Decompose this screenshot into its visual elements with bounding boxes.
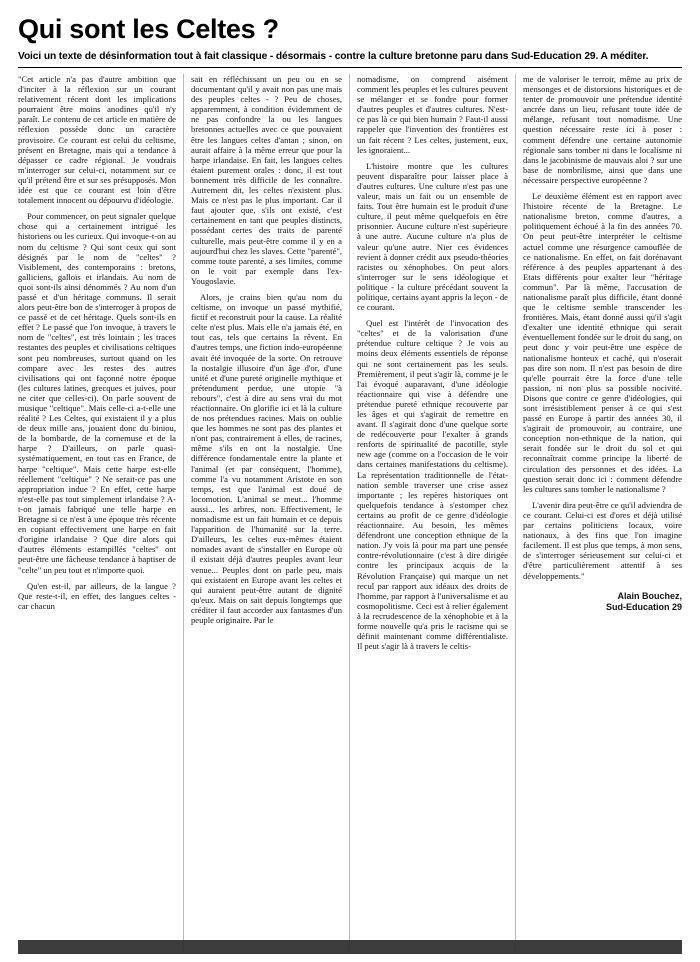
article-column-1	[18, 74, 184, 952]
paragraph: Alors, je crains bien qu'au nom du celtisme, on invoque un passé mythifié, fictif et reconstruit pour la cause. La réalité celte n'est plus. Mais elle n'a jamais été, en tout cas, tels que certains la rêvent. En d'autres temps, une fiction indo-européenne avait été invoquée de la sorte. On retrouve la nostalgie illusoire d'un âge d'or, d'une unité et d'une pureté originelle mythique et prétendument perdue, une utopie "à rebours", c'est à dire au sens vrai du mot réactionnaire. On glorifie ici et là la culture de nos prétendues racines. Mais on oublie que les hommes ne sont pas des plantes et n'ont pas, contrairement à elles, de racines, même s'ils en ont la nostalgie. Une différence fondamentale entre la plante et l'animal (et par conséquent, l'homme), comme l'a vu notamment Aristote en son temps, est que l'animal est doué de locomotion. L'animal se meut... l'homme aussi... les arbres, non. Effectivement, le nomadisme est un fait humain et ce depuis l'apparition de l'humanité sur la terre. D'ailleurs, les celtes eux-mêmes étaient nomades avant de s'installer en Europe où il existait déjà d'autres peuples avant leur venue... Peuples dont on parle peu, mais qui existaient en Europe avant les celtes et qui auraient peut-être autant de dignité qu'eux. Mais on sait depuis longtemps que créditer il faut accorder aux fantasmes d'un peuple originaire. Par le	[191, 291, 342, 625]
article-column-4	[516, 74, 682, 952]
signature-source: Sud-Education 29	[605, 601, 682, 612]
article-signature	[523, 591, 682, 613]
paragraph: sait en réfléchissant un peu ou en se documentant qu'il y avait non pas une mais des peuples celtes - ? Peu de choses, apparemment, à condition évidemment de ne pas confondre la ou les langues bretonnes actuelles avec ce que pouvaient être les langues celtes d'antan ; sinon, on aurait affaire à la même erreur que pour la harpe irlandaise. En fait, les langues celtes étaient purement orales : donc, il est tout bonnement très difficile de les connaître. Autrement dit, les celtes n'existent plus. Mais ce n'est pas le plus important. Car il faut ajouter que, s'ils ont existé, c'est certainement en tant que peuples distincts, possédant certes des traits de parenté culturelle, mais peut-être comme il y en a aujourd'hui chez les slaves. Cette "parenté", comme toute parenté, a ses limites, comme on le voit par exemple dans l'ex-Yougoslavie.	[191, 74, 342, 286]
paragraph: me de valoriser le terroir, même au prix de mensonges et de distorsions historiques et de tenter de promouvoir une prétendue identité ancrée dans un lieu, refusant toute idée de mélange, refusant tout nomadisme. Une question nécessaire reste ici à poser : comment défendre une certaine autonomie régionale sans tomber ni dans le localisme ni dans le jacobinisme de mauvais aloi ? sur une base de nombrilisme, ainsi que dans une nécessaire perspective européenne ?	[523, 74, 682, 185]
paragraph: Pour commencer, on peut signaler quelque chose qui a certainement intrigué les historiens ou les curieux. Qui invoque-t-on au nom du celtisme ? Qui sont ceux qui sont désignés par le nom de "celtes" ? Visiblement, des contemporains : bretons, galliciens, gallois et irlandais. Au nom de quoi sont-ils ainsi dénommés ? Au nom d'un passé et d'un héritage communs. Il serait alors peut-être bon de s'interroger à propos de ce passé et de cet héritage. Quels sont-ils en effet ? Le passé que l'on invoque, à travers le nom de "celtes", est très lointain ; les traces restantes des peuples et civilisations celtiques sont peu nombreuses, surtout quand on les compare avec les restes des autres civilisations qui ont façonné notre époque (les cultures latines, grecques et juives, pour ne citer que celles-ci). On parle souvent de musique "celtique". Mais celle-ci a-t-elle une réalité ? Les Celtes, qui existaient il y a plus de deux mille ans, jouaient donc du biniou, de la bombarde, de la cornemuse et de la harpe ? D'ailleurs, on parle quasi-systématiquement, en tout cas en France, de harpe "celtique". Mais cette harpe est-elle réellement "celtique" ? Ne serait-ce pas une appropriation indue ? En effet, cette harpe n'est-elle pas tout simplement irlandaise ? A-t-on jamais fabriqué une telle harpe en Bretagne si ce n'est à une époque très récente en copiant effectivement une harpe en fait d'origine irlandaise ? Que dire alors qui d'autres éléments estampillés "celtes" ont peut-être une fâcheuse tendance à baptiser de "celte" un peu tout et n'importe quoi.	[18, 211, 176, 575]
page-title: Qui sont les Celtes ?	[18, 14, 279, 44]
article-column-3	[350, 74, 516, 952]
paragraph: L'histoire montre que les cultures peuvent disparaître pour laisser place à d'autres cultures. Une culture n'est pas une valeur, mais un fait ou un ensemble de faits. Tout être humain est le produit d'une culture, il peut même quelquefois en être prisonnier. Aucune culture n'est supérieure à une autre. Aucune culture n'a plus de valeur qu'une autre. Nier ces évidences revient à donner crédit aux pseudo-théories racistes ou xénophobes. On peut alors s'interroger sur le sens idéologique et politique - la culture précédant souvent la politique, certains ayant appris la leçon - de ce courant.	[357, 160, 508, 313]
paragraph: Qu'en est-il, par ailleurs, de la langue ? Que reste-t-il, en effet, des langues celtes - car chacun	[18, 580, 176, 611]
paragraph: nomadisme, on comprend aisément comment les peuples et les cultures peuvent se mélanger et se fondre pour former d'autres peuples et d'autres cultures. N'est-ce pas là ce qui bien humain ? Faut-il aussi rappeler que l'invention des frontières est un fait récent ? Les celtes, justement, eux, les ignoraient...	[357, 74, 508, 155]
page-footer	[0, 936, 700, 962]
paragraph: Quel est l'intérêt de l'invocation des "celtes" et de la valorisation d'une prétendue culture celtique ? Je vois au moins deux éléments essentiels de réponse qui ne sont certainement pas les seuls. Premièrement, il peut s'agir là, comme je le l'ai évoqué auparavant, d'une idéologie réactionnaire qui vise à défendre une prétendue pureté ethnique recouverte par les âges et qui s'agirait de remettre en avant. Il s'agirait donc d'une quelque sorte de redécouverte pour l'exalter à grands renforts de spiritualité de pacotille, style new age (comme on a l'occasion de le voir dans certaines manifestations du celtisme). La représentation traditionnelle de l'état-nation semble traverser une crise assez importante ; les repères historiques ont quelquefois tendance à s'estomper chez certains au profit de ce genre d'idéologie réactionnaire. Au besoin, les mêmes défendront une conception ethnique de la nation. J'y vois là pour ma part une pensée contre-révolutionnaire (c'est à dire dirigée contre les principaux acquis de la Révolution Française) qui marque un net recul par rapport aux idéaux des droits de l'homme, par rapport à l'universalisme et au cosmopolitisme. Ceci est à relier également à la recrudescence de la xénophobie et à la forme nouvelle qu'a pris le racisme qui se définit maintenant comme différentialiste. Il peut s'agir là à travers le celtis-	[357, 318, 508, 652]
header-divider	[18, 67, 682, 68]
article-column-2	[184, 74, 350, 952]
page-subtitle: Voici un texte de désinformation tout à fait classique - désormais - contre la culture bretonne paru dans Sud-Education 29. A méditer.	[18, 51, 649, 62]
signature-author: Alain Bouchez,	[617, 590, 682, 601]
paragraph: Le deuxième élément est en rapport avec l'histoire récente de la Bretagne. Le nationalisme breton, comme d'autres, a politiquement échoué à la fin des années 70. On peut peut-être interpréter le celtisme actuel comme une résurgence camouflée de ce nationalisme. En effet, on fait dorénavant référence à des peuples appartenant à des Etats différents pour exalter leur "héritage commun". Par là même, l'accusation de nationalisme paraît plus difficile, étant donné que le celtisme semble transcender les frontières. Mais, étant donné aussi qu'il s'agit d'exalter une identité ethnique qui serait éventuellement fondée sur le droit du sang, on peut donc y voir peut-être une espèce de nationalisme honteux et caché, qui n'oserait pas dire son nom. Il n'est pas besoin de dire qu'elle pourrait être la force d'une telle passion, ni non plus sa possible nocivité. Disons que contre ce genre d'idéologies, qui sont irrésistiblement penser à ce qui s'est passé en Europe à partir des années 30, il s'agirait de promouvoir, au contraire, une conception non-ethnique de la nation, qui serait fondée sur le droit du sol et qui reconnaîtrait comme principe la liberté de circulation des personnes et des idées. La question serait donc ici : comment défendre les cultures sans tomber le nationalisme ?	[523, 191, 682, 494]
footer-band	[18, 940, 682, 954]
paragraph: L'avenir dira peut-être ce qu'il adviendra de ce courant. Celui-ci est d'ores et déjà utilisé par certains politiciens locaux, voire nationaux, à des fins que l'on imagine facilement. Il est plus que temps, à mon sens, de s'interroger sérieusement sur celui-ci et d'être particulièrement attentif à ses développements."	[523, 499, 682, 581]
article-columns	[18, 74, 682, 952]
paragraph: "Cet article n'a pas d'autre ambition que d'inciter à la réflexion sur un courant relativement récent dont les implications pourraient être moins anodines qu'il n'y paraît. Le contenu de cet article en matière de réflexion possède donc un caractère provisoire. Ce courant est celui du celtisme, présent en Bretagne, mais qui a tendance à dépasser ce cadre régional. Je voudrais m'interroger sur celui-ci, notamment sur ce qu'il prétend être et sur ses présupposés. Mon idée est que ce courant est loin d'être totalement innocent ou dépourvu d'idéologie.	[18, 74, 176, 206]
